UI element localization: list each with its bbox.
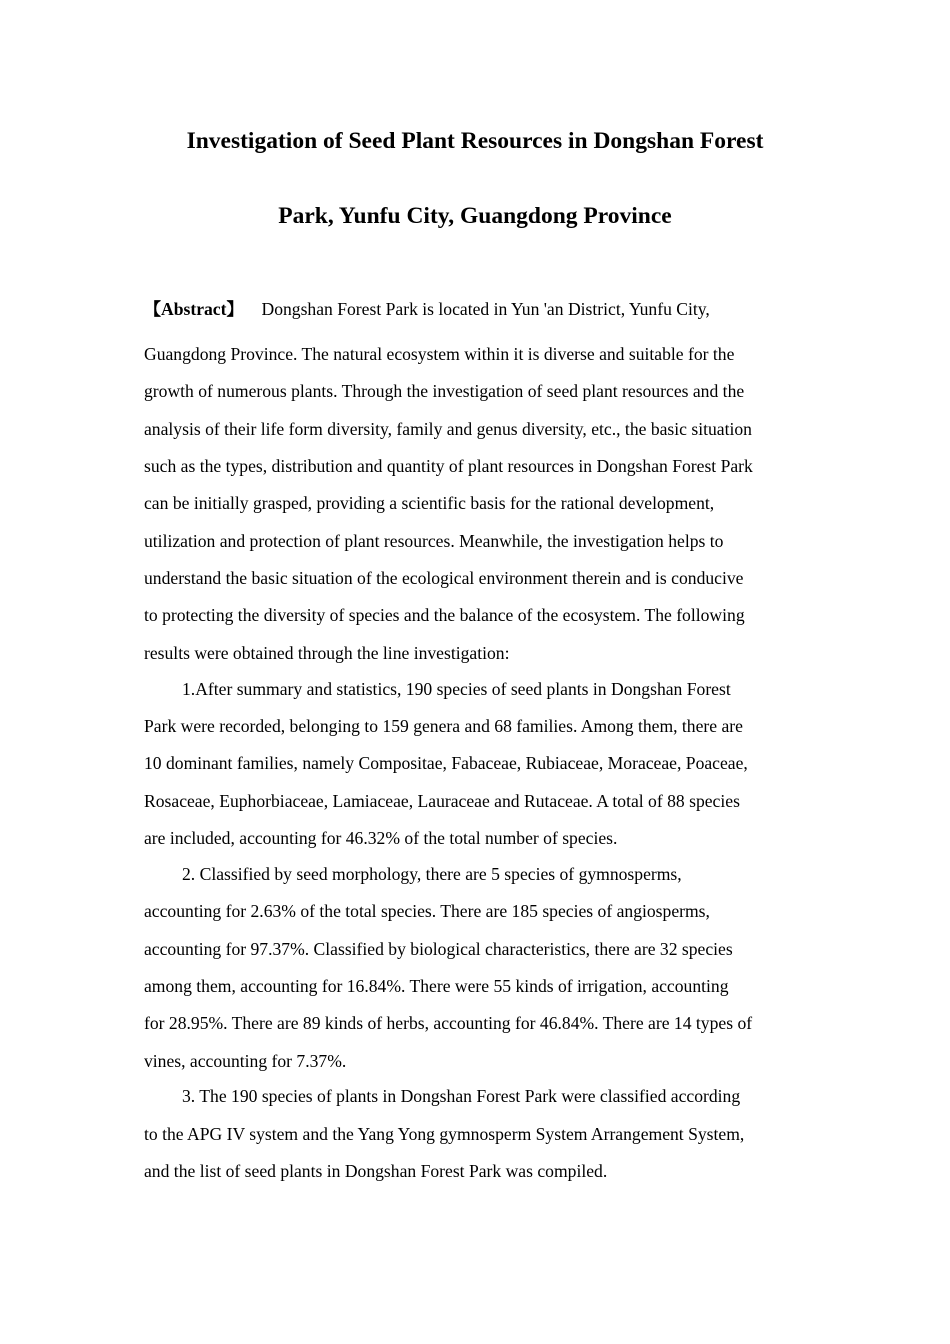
paper-title-line-2: Park, Yunfu City, Guangdong Province — [278, 203, 672, 229]
result-point-1-line: are included, accounting for 46.32% of the total number of species. — [144, 828, 618, 848]
abstract-text-line: can be initially grasped, providing a scientific basis for the rational development, — [144, 493, 715, 513]
abstract-first-line — [144, 294, 710, 324]
abstract-text-line: to protecting the diversity of species and the balance of the ecosystem. The following — [144, 605, 745, 625]
result-point-2-line: accounting for 2.63% of the total species. There are 185 species of angiosperms, — [144, 901, 710, 921]
abstract-text-line: growth of numerous plants. Through the investigation of seed plant resources and the — [144, 381, 745, 401]
abstract-text-line: utilization and protection of plant resources. Meanwhile, the investigation helps to — [144, 531, 724, 551]
abstract-label: Abstract — [161, 299, 227, 319]
result-point-3-line: to the APG IV system and the Yang Yong gymnosperm System Arrangement System, — [144, 1124, 745, 1144]
abstract-text-line: analysis of their life form diversity, family and genus diversity, etc., the basic situation — [144, 419, 752, 439]
result-point-1-line: 10 dominant families, namely Compositae, Fabaceae, Rubiaceae, Moraceae, Poaceae, — [144, 753, 748, 773]
abstract-text-line: results were obtained through the line investigation: — [144, 643, 510, 663]
result-point-3-line: 3. The 190 species of plants in Dongshan Forest Park were classified according — [182, 1086, 741, 1106]
abstract-text-line: Dongshan Forest Park is located in Yun 'an District, Yunfu City, — [261, 299, 710, 319]
result-point-1-line: 1.After summary and statistics, 190 species of seed plants in Dongshan Forest — [182, 679, 731, 699]
abstract-bracket-open: 【 — [144, 300, 161, 320]
result-point-2-line: 2. Classified by seed morphology, there are 5 species of gymnosperms, — [182, 864, 682, 884]
result-point-2-line: among them, accounting for 16.84%. There were 55 kinds of irrigation, accounting — [144, 976, 729, 996]
paper-title-line-1: Investigation of Seed Plant Resources in Dongshan Forest — [186, 128, 764, 154]
abstract-text-line: such as the types, distribution and quantity of plant resources in Dongshan Forest Park — [144, 456, 753, 476]
result-point-2-line: vines, accounting for 7.37%. — [144, 1051, 347, 1071]
abstract-text-line: Guangdong Province. The natural ecosystem within it is diverse and suitable for the — [144, 344, 735, 364]
abstract-text-line: understand the basic situation of the ecological environment therein and is conducive — [144, 568, 744, 588]
result-point-1-line: Park were recorded, belonging to 159 genera and 68 families. Among them, there are — [144, 716, 743, 736]
abstract-bracket-close: 】 — [226, 300, 244, 320]
result-point-1-line: Rosaceae, Euphorbiaceae, Lamiaceae, Lauraceae and Rutaceae. A total of 88 species — [144, 791, 740, 811]
result-point-2-line: accounting for 97.37%. Classified by biological characteristics, there are 32 species — [144, 939, 733, 959]
result-point-3-line: and the list of seed plants in Dongshan Forest Park was compiled. — [144, 1161, 608, 1181]
result-point-2-line: for 28.95%. There are 89 kinds of herbs, accounting for 46.84%. There are 14 types of — [144, 1013, 753, 1033]
